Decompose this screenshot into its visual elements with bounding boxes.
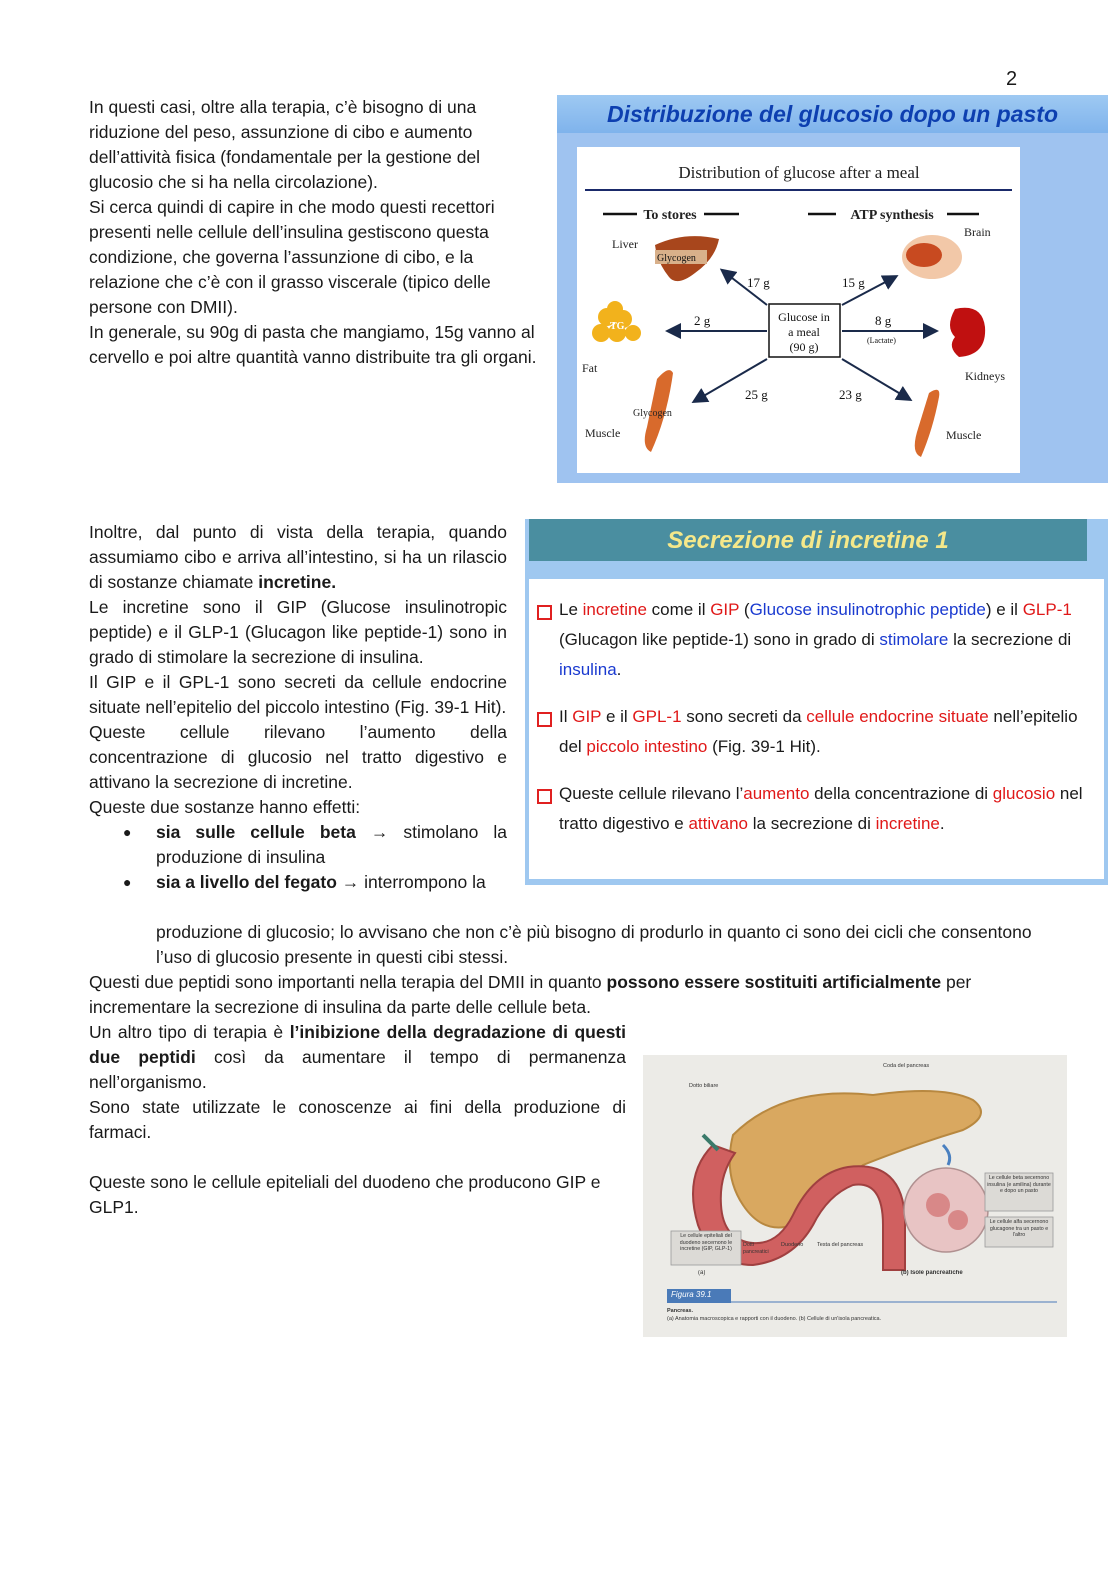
effect-beta-cells: ● sia sulle cellule beta → stimolano la produzione di insulina [89, 820, 507, 870]
para2-p1: Inoltre, dal punto di vista della terapia, quando assumiamo cibo e arriva all’intestino, si ha un rilascio di sostanze chiamate incretine. [89, 522, 507, 592]
label-coda: Coda del pancreas [883, 1063, 930, 1069]
muscle-glycogen-label: Glycogen [633, 408, 672, 419]
bullet-box [537, 789, 552, 804]
para2-p4: Queste cellule rilevano l’aumento della concentrazione di glucosio nel tratto digestivo e attivano la secrezione di incretine. [89, 722, 507, 792]
center-line3: (90 g) [789, 340, 819, 354]
pancreas-figure [643, 1055, 1067, 1337]
bullet-box [537, 605, 552, 620]
center-line2: a meal [788, 325, 820, 339]
slide2-item2: Il GIP e il GPL-1 sono secreti da cellule endocrine situate nell’epitelio del piccolo intestino (Fig. 39-1 Hit). [559, 707, 1078, 756]
glucose-distribution-svg [577, 147, 1020, 473]
liver-glycogen-label: Glycogen [657, 253, 696, 264]
label-b: (b) Isole pancreatiche [901, 1270, 963, 1276]
label-dotto-biliare: Dotto biliare [689, 1083, 719, 1089]
bullet-box [537, 712, 552, 727]
label-cellule-epiteliali: Le cellule epiteliali del duodeno secernono le incretine (GIP, GLP-1) [679, 1233, 733, 1252]
para3-p1: Questi due peptidi sono importanti nella terapia del DMII in quanto possono essere sostituiti artificialmente per incrementare la secrezione di insulina da parte delle cellule beta. [89, 972, 972, 1017]
slide2-body [529, 579, 1104, 879]
value-17g: 17 g [747, 275, 770, 290]
fat-label: Fat [582, 361, 598, 375]
value-2g: 2 g [694, 313, 711, 328]
effect-liver-continuation: produzione di glucosio; lo avvisano che non c’è più bisogno di produrlo in quanto ci sono dei cicli che consentono l’uso di glucosio presente in questi cibi stessi. [156, 922, 1032, 967]
therapy-paragraphs-2 [89, 1020, 626, 1220]
slide2-item3: Queste cellule rilevano l’aumento della concentrazione di glucosio nel tratto digestivo e attivano la secrezione di incretine. [559, 784, 1083, 833]
para1-line2: Si cerca quindi di capire in che modo questi recettori presenti nelle cellule dell’insulina gestiscono questa condizione, che governa l’assunzione di cibo, e la relazione che c’è con il grasso viscerale (tipico delle persone con DMII). [89, 197, 495, 317]
value-25g: 25 g [745, 387, 768, 402]
to-stores-label: To stores [643, 208, 697, 223]
para1-line3: In generale, su 90g di pasta che mangiamo, 15g vanno al cervello e poi altre quantità vanno distribuite tra gli organi. [89, 322, 537, 367]
slide1-title: Distribuzione del glucosio dopo un pasto [557, 95, 1108, 133]
caption-title: Pancreas. [667, 1308, 693, 1314]
label-cellule-beta: Le cellule beta secernono insulina (e amilina) durante e dopo un pasto [987, 1175, 1051, 1194]
label-dotti: Dotti pancreatici [743, 1242, 769, 1255]
center-line1: Glucose in [778, 310, 830, 324]
glucose-distribution-slide [557, 95, 1108, 483]
effect-liver: ● sia a livello del fegato → interrompono la [89, 870, 507, 895]
label-testa: Testa del pancreas [817, 1242, 864, 1248]
label-cellule-alfa: Le cellule alfa secernono glucagone tra un pasto e l'altro [989, 1219, 1049, 1238]
muscle-right-label: Muscle [946, 428, 982, 442]
para3-p4: Queste sono le cellule epiteliali del duodeno che producono GIP e GLP1. [89, 1172, 601, 1217]
atp-synthesis-label: ATP synthesis [850, 208, 934, 223]
therapy-paragraph [89, 970, 1019, 1020]
para2-p5: Queste due sostanze hanno effetti: [89, 797, 361, 817]
effects-list [89, 820, 507, 895]
label-duodeno: Duodeno [781, 1242, 804, 1248]
value-15g: 15 g [842, 275, 865, 290]
value-23g: 23 g [839, 387, 862, 402]
kidney-shape [950, 308, 985, 357]
muscle-right-shape [915, 390, 940, 457]
para2-p3: Il GIP e il GPL-1 sono secreti da cellule endocrine situate nell’epitelio del piccolo intestino (Fig. 39-1 Hit). [89, 672, 507, 717]
brain-label: Brain [964, 225, 991, 239]
figure-label: Figura 39.1 [671, 1290, 712, 1299]
lactate-label: (Lactate) [867, 336, 896, 345]
slide2-item1: Le incretine come il GIP (Glucose insulinotrophic peptide) e il GLP-1 (Glucagon like peptide-1) sono in grado di stimolare la secrezione di insulina. [559, 600, 1072, 679]
fig-title: Distribution of glucose after a meal [678, 163, 920, 182]
slide2-title: Secrezione di incretine 1 [529, 519, 1087, 561]
tg-label: TG [610, 321, 625, 332]
incretine-slide [525, 519, 1108, 885]
muscle-left-label: Muscle [585, 426, 621, 440]
liver-label: Liver [612, 237, 638, 251]
label-a: (a) [698, 1270, 706, 1276]
page-number: 2 [1006, 68, 1018, 90]
pancreas-svg [643, 1055, 1067, 1337]
para2-p2: Le incretine sono il GIP (Glucose insulinotropic peptide) e il GLP-1 (Glucagon like peptide-1) sono in grado di stimolare la secrezione di insulina. [89, 597, 507, 667]
value-8g: 8 g [875, 313, 892, 328]
kidneys-label: Kidneys [965, 369, 1005, 383]
para3-p2: Un altro tipo di terapia è l’inibizione della degradazione di questi due peptidi così da aumentare il tempo di permanenza nell’organismo. [89, 1022, 627, 1092]
para1-line1: In questi casi, oltre alla terapia, c’è bisogno di una riduzione del peso, assunzione di cibo e aumento dell’attività fisica (fondamentale per la gestione del glucosio che si ha nella circolazione). [89, 97, 481, 192]
incretine-paragraphs [89, 520, 507, 895]
caption-text: (a) Anatomia macroscopica e rapporti con il duodeno. (b) Cellule di un'isola pancreatica. [667, 1316, 882, 1322]
glucose-distribution-figure [577, 147, 1020, 473]
intro-paragraphs [89, 95, 539, 370]
para3-p3: Sono state utilizzate le conoscenze ai fini della produzione di farmaci. [89, 1097, 626, 1142]
